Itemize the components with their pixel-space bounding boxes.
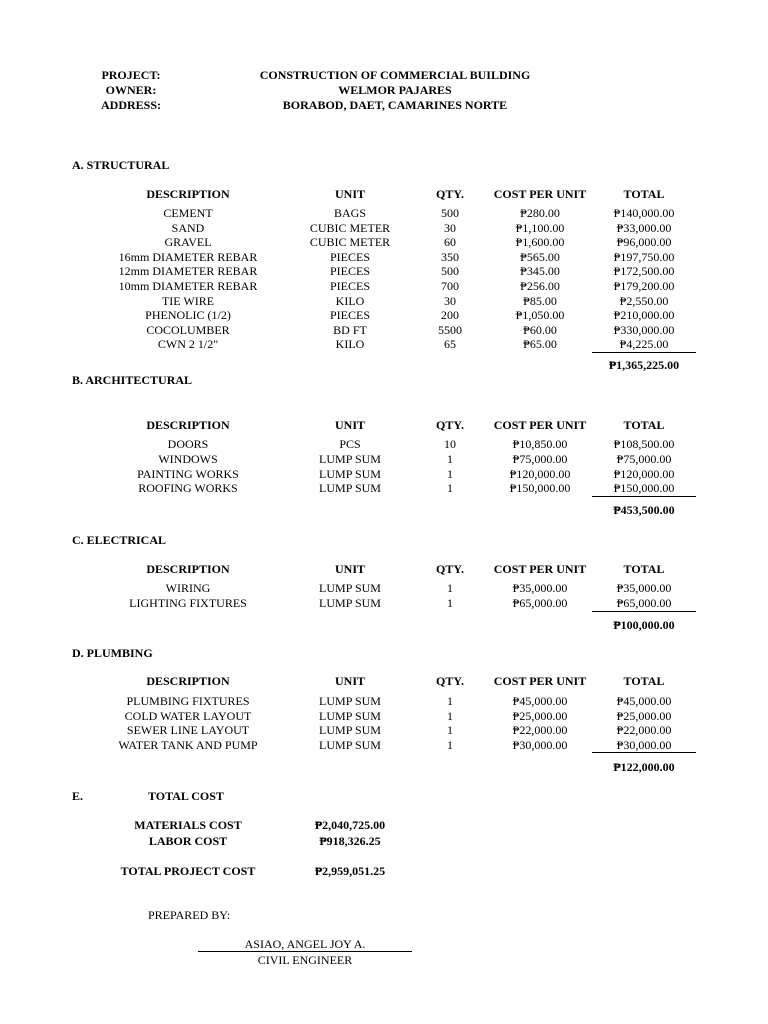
table-row	[0, 738, 768, 753]
cell-cost-per-unit: ₱75,000.00	[512, 451, 568, 466]
cell-unit: LUMP SUM	[319, 581, 381, 595]
cell-cost-per-unit: ₱256.00	[520, 279, 560, 293]
cell-description: CWN 2 1/2"	[157, 337, 219, 352]
cell-qty: 1	[447, 466, 453, 481]
cell-total: ₱65,000.00	[616, 596, 672, 610]
cell-cost-per-unit: ₱25,000.00	[512, 708, 568, 723]
table-row	[0, 596, 768, 611]
cell-cost-per-unit: ₱1,600.00	[515, 235, 565, 250]
cell-description: 12mm DIAMETER REBAR	[118, 264, 258, 279]
cell-total: ₱30,000.00	[616, 738, 672, 753]
cell-unit: BAGS	[333, 206, 366, 220]
cell-description: SEWER LINE LAYOUT	[126, 723, 250, 738]
column-header-unit: UNIT	[334, 418, 365, 432]
cell-unit: PIECES	[329, 249, 370, 264]
section-title: A. STRUCTURAL	[72, 158, 170, 172]
table-row	[0, 206, 768, 221]
cell-cost-per-unit: ₱280.00	[520, 206, 560, 220]
cell-description: DOORS	[167, 437, 209, 451]
column-header-total: TOTAL	[623, 418, 665, 432]
cell-total: ₱108,500.00	[613, 437, 675, 451]
cell-unit: LUMP SUM	[319, 596, 381, 610]
cell-description: TIE WIRE	[161, 293, 215, 308]
cell-qty: 60	[444, 235, 456, 250]
column-header-cost-per-unit: COST PER UNIT	[493, 187, 587, 201]
column-header-qty: QTY.	[436, 562, 464, 576]
cell-qty: 30	[444, 220, 456, 235]
table-row	[0, 709, 768, 724]
signatory-title: CIVIL ENGINEER	[257, 953, 353, 967]
column-header-cost-per-unit: COST PER UNIT	[493, 562, 587, 576]
cell-cost-per-unit: ₱1,100.00	[515, 220, 565, 235]
cell-qty: 65	[444, 337, 456, 352]
cell-unit: LUMP SUM	[319, 738, 381, 753]
cell-total: ₱35,000.00	[616, 581, 672, 595]
cell-unit: BD FT	[333, 322, 367, 337]
column-header-description: DESCRIPTION	[146, 674, 230, 688]
cell-cost-per-unit: ₱85.00	[523, 293, 557, 308]
cell-total: ₱172,500.00	[613, 264, 675, 279]
materials-cost-label: MATERIALS COST	[134, 818, 242, 832]
subtotal-rule	[592, 611, 696, 612]
table-row	[0, 294, 768, 309]
cell-cost-per-unit: ₱345.00	[520, 264, 560, 279]
cell-total: ₱2,550.00	[619, 293, 669, 308]
column-header-unit: UNIT	[334, 674, 365, 688]
column-header-qty: QTY.	[436, 674, 464, 688]
cell-cost-per-unit: ₱60.00	[523, 322, 557, 337]
column-header-total: TOTAL	[623, 674, 665, 688]
cell-cost-per-unit: ₱150,000.00	[509, 481, 571, 496]
cell-total: ₱210,000.00	[613, 308, 675, 323]
cell-total: ₱75,000.00	[616, 451, 672, 466]
section-title: B. ARCHITECTURAL	[72, 373, 193, 387]
cell-unit: LUMP SUM	[319, 694, 381, 708]
owner-value: WELMOR PAJARES	[338, 83, 452, 97]
table-row	[0, 694, 768, 709]
cell-total: ₱197,750.00	[613, 249, 675, 264]
total-project-cost-label: TOTAL PROJECT COST	[120, 864, 256, 878]
column-header-description: DESCRIPTION	[146, 418, 230, 432]
materials-cost-value: ₱2,040,725.00	[314, 818, 386, 832]
cell-total: ₱120,000.00	[613, 466, 675, 481]
cell-qty: 500	[441, 264, 459, 279]
table-row	[0, 250, 768, 265]
column-header-cost-per-unit: COST PER UNIT	[493, 418, 587, 432]
table-row	[0, 264, 768, 279]
column-header-unit: UNIT	[334, 187, 365, 201]
cell-qty: 1	[447, 596, 453, 610]
address-label: ADDRESS:	[100, 98, 161, 112]
section-subtotal: ₱453,500.00	[613, 503, 675, 517]
table-row	[0, 452, 768, 467]
cell-total: ₱150,000.00	[613, 481, 675, 496]
section-title: D. PLUMBING	[72, 646, 153, 660]
table-row	[0, 723, 768, 738]
cell-description: WATER TANK AND PUMP	[118, 738, 258, 753]
cell-unit: PIECES	[329, 264, 370, 279]
cell-description: PAINTING WORKS	[137, 466, 239, 481]
cell-qty: 10	[444, 437, 456, 451]
cell-total: ₱45,000.00	[616, 694, 672, 708]
owner-label: OWNER:	[105, 83, 157, 97]
subtotal-rule	[592, 752, 696, 753]
cell-unit: CUBIC METER	[309, 220, 391, 235]
cell-qty: 1	[447, 581, 453, 595]
signature-line	[198, 951, 412, 952]
cell-total: ₱179,200.00	[613, 279, 675, 293]
cell-total: ₱330,000.00	[613, 322, 675, 337]
column-header-qty: QTY.	[436, 418, 464, 432]
labor-cost-label: LABOR COST	[148, 834, 228, 848]
cell-total: ₱140,000.00	[613, 206, 675, 220]
cell-description: SAND	[171, 220, 205, 235]
table-row	[0, 221, 768, 236]
cell-cost-per-unit: ₱22,000.00	[512, 723, 568, 738]
signatory-name: ASIAO, ANGEL JOY A.	[244, 937, 366, 951]
cell-description: COLD WATER LAYOUT	[124, 708, 252, 723]
cell-cost-per-unit: ₱565.00	[520, 249, 560, 264]
section-subtotal: ₱1,365,225.00	[608, 358, 680, 372]
table-row	[0, 323, 768, 338]
table-row	[0, 235, 768, 250]
cell-unit: KILO	[335, 293, 365, 308]
cell-cost-per-unit: ₱65.00	[523, 337, 557, 352]
cell-cost-per-unit: ₱120,000.00	[509, 466, 571, 481]
total-cost-letter: E.	[72, 789, 84, 803]
cell-cost-per-unit: ₱10,850.00	[512, 437, 568, 451]
cell-total: ₱22,000.00	[616, 723, 672, 738]
cell-description: PHENOLIC (1/2)	[145, 308, 231, 323]
address-value: BORABOD, DAET, CAMARINES NORTE	[282, 98, 508, 112]
cell-description: WIRING	[165, 581, 211, 595]
cell-total: ₱25,000.00	[616, 708, 672, 723]
table-row	[0, 337, 768, 352]
cell-total: ₱4,225.00	[619, 337, 669, 352]
section-subtotal: ₱122,000.00	[613, 760, 675, 774]
cell-unit: LUMP SUM	[319, 481, 381, 496]
cell-description: LIGHTING FIXTURES	[129, 596, 247, 610]
project-label: PROJECT:	[101, 68, 161, 82]
cell-description: WINDOWS	[158, 451, 218, 466]
prepared-by-label: PREPARED BY:	[148, 908, 231, 922]
subtotal-rule	[592, 496, 696, 497]
cell-total: ₱33,000.00	[616, 220, 672, 235]
table-row	[0, 308, 768, 323]
cell-qty: 700	[441, 279, 459, 293]
total-project-cost-value: ₱2,959,051.25	[314, 864, 386, 878]
cell-description: 10mm DIAMETER REBAR	[118, 279, 258, 293]
cell-qty: 30	[444, 293, 456, 308]
cell-unit: CUBIC METER	[309, 235, 391, 250]
cell-qty: 1	[447, 738, 453, 753]
cell-total: ₱96,000.00	[616, 235, 672, 250]
table-row	[0, 467, 768, 482]
table-row	[0, 581, 768, 596]
cell-description: 16mm DIAMETER REBAR	[118, 249, 258, 264]
cell-unit: PCS	[339, 437, 361, 451]
table-row	[0, 279, 768, 294]
cell-qty: 1	[447, 451, 453, 466]
column-header-total: TOTAL	[623, 562, 665, 576]
cell-cost-per-unit: ₱65,000.00	[512, 596, 568, 610]
cell-cost-per-unit: ₱35,000.00	[512, 581, 568, 595]
cell-description: ROOFING WORKS	[138, 481, 238, 496]
cell-unit: LUMP SUM	[319, 723, 381, 738]
cell-qty: 1	[447, 694, 453, 708]
subtotal-rule	[592, 352, 696, 353]
cell-cost-per-unit: ₱1,050.00	[515, 308, 565, 323]
cell-description: COCOLUMBER	[146, 322, 230, 337]
cell-unit: LUMP SUM	[319, 451, 381, 466]
cell-description: PLUMBING FIXTURES	[126, 694, 250, 708]
column-header-description: DESCRIPTION	[146, 562, 230, 576]
cell-description: GRAVEL	[164, 235, 212, 250]
column-header-qty: QTY.	[436, 187, 464, 201]
cell-cost-per-unit: ₱30,000.00	[512, 738, 568, 753]
cell-unit: KILO	[335, 337, 365, 352]
labor-cost-value: ₱918,326.25	[319, 834, 381, 848]
column-header-total: TOTAL	[623, 187, 665, 201]
cell-cost-per-unit: ₱45,000.00	[512, 694, 568, 708]
project-value: CONSTRUCTION OF COMMERCIAL BUILDING	[259, 68, 531, 82]
section-title: C. ELECTRICAL	[72, 533, 167, 547]
total-cost-title: TOTAL COST	[148, 789, 224, 803]
cell-unit: PIECES	[329, 279, 370, 293]
column-header-description: DESCRIPTION	[146, 187, 230, 201]
column-header-cost-per-unit: COST PER UNIT	[493, 674, 587, 688]
cell-description: CEMENT	[163, 206, 213, 220]
cell-unit: LUMP SUM	[319, 708, 381, 723]
cell-qty: 1	[447, 723, 453, 738]
column-header-unit: UNIT	[334, 562, 365, 576]
section-subtotal: ₱100,000.00	[613, 618, 675, 632]
cell-qty: 1	[447, 481, 453, 496]
table-row	[0, 437, 768, 452]
cell-qty: 200	[441, 308, 459, 323]
cell-unit: LUMP SUM	[319, 466, 381, 481]
table-row	[0, 481, 768, 496]
cell-qty: 500	[441, 206, 459, 220]
cell-qty: 1	[447, 708, 453, 723]
cell-qty: 5500	[438, 322, 462, 337]
cell-qty: 350	[441, 249, 459, 264]
cell-unit: PIECES	[329, 308, 370, 323]
